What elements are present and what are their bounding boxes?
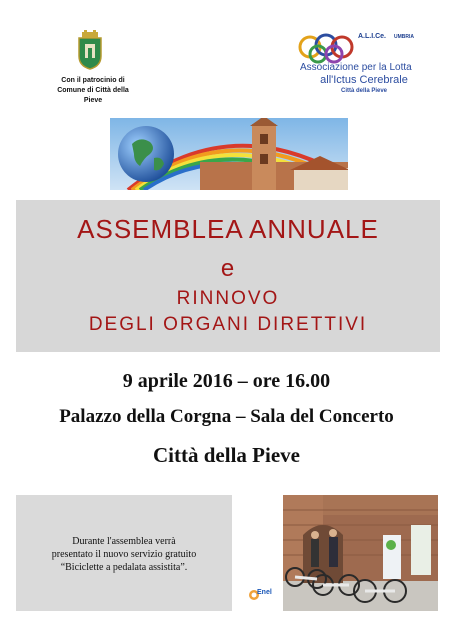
title-box xyxy=(16,200,440,352)
note-line2: presentato il nuovo servizio gratuito xyxy=(51,549,197,560)
municipal-crest-icon xyxy=(76,30,104,70)
banner-illustration xyxy=(110,118,348,190)
patronage-line1: Con il patrocinio di xyxy=(61,77,125,84)
alice-city: Città della Pieve xyxy=(340,88,388,94)
alice-title-line1: Associazione per la Lotta xyxy=(300,62,412,73)
ebike-photo xyxy=(283,495,438,611)
title-line2: e xyxy=(220,255,236,282)
alice-short-name: A.L.I.Ce. xyxy=(358,33,387,40)
enel-logo xyxy=(248,585,276,607)
note-box xyxy=(16,495,232,611)
patronage-text xyxy=(48,76,138,106)
alice-logo-icon xyxy=(298,30,354,64)
note-line1: Durante l'assemblea verrà xyxy=(72,536,176,547)
event-date: 9 aprile 2016 – ore 16.00 xyxy=(122,370,331,392)
event-venue: Palazzo della Corgna – Sala del Concerto xyxy=(59,406,394,427)
note-line3: “Biciclette a pedalata assistita”. xyxy=(60,562,188,573)
title-line1: ASSEMBLEA ANNUALE xyxy=(77,214,379,244)
note-text xyxy=(16,535,232,574)
patronage-line2: Comune di Città della Pieve xyxy=(57,87,129,104)
title-line3: RINNOVO xyxy=(176,288,280,309)
title-line4: DEGLI ORGANI DIRETTIVI xyxy=(88,314,368,335)
alice-region: UMBRIA xyxy=(394,34,414,40)
event-city: Città della Pieve xyxy=(153,443,300,467)
enel-name: Enel xyxy=(257,589,272,596)
alice-title-line2: all'Ictus Cerebrale xyxy=(320,74,408,86)
